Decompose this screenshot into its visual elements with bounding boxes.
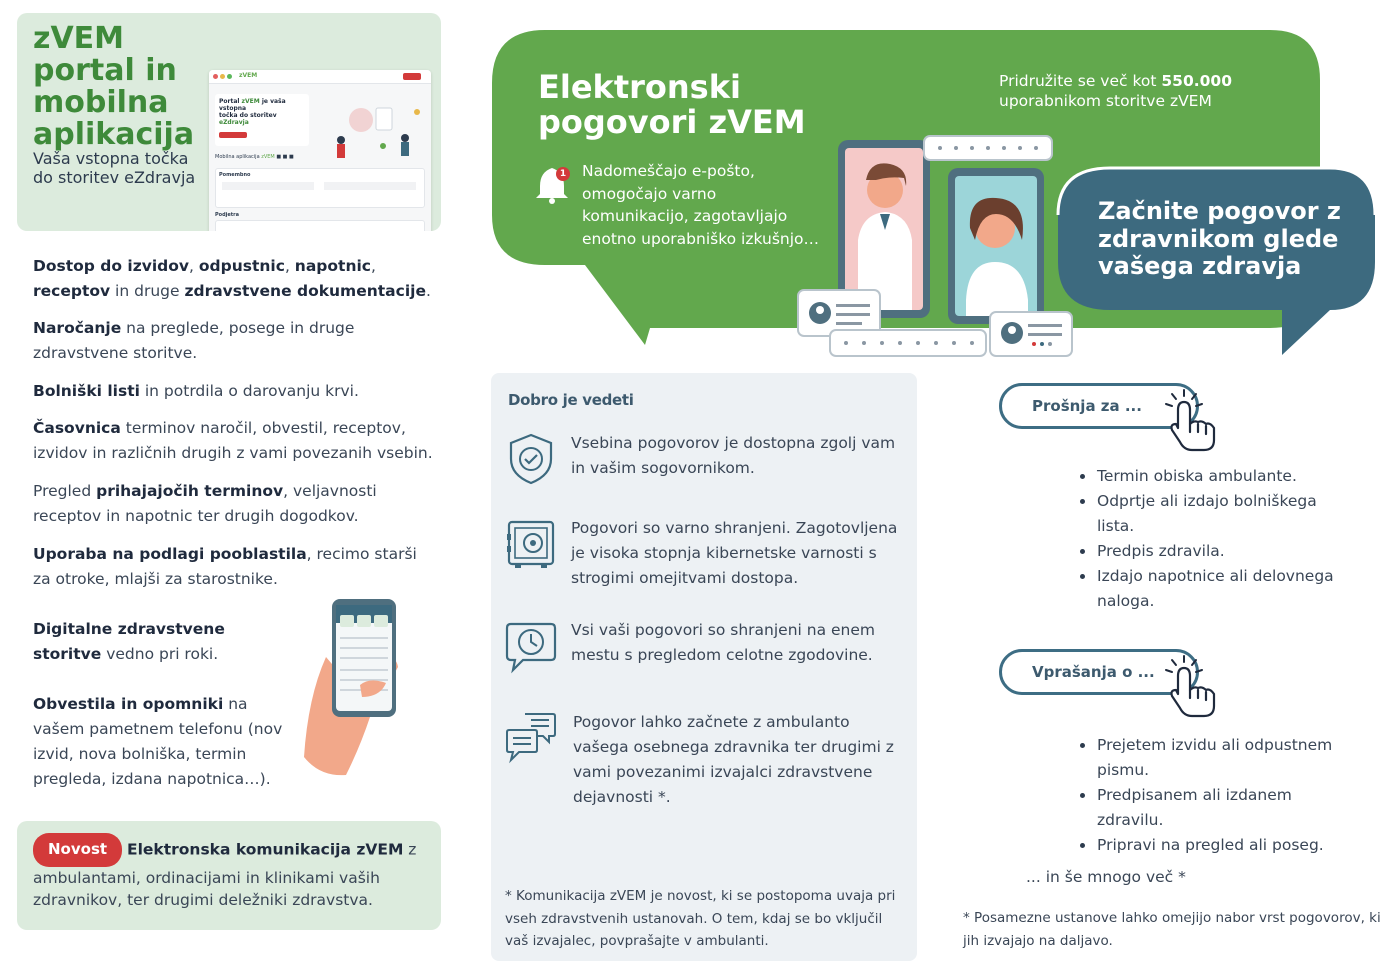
feature-bold-text: receptov: [33, 282, 111, 300]
safe-icon: [505, 516, 557, 572]
feature-item: [33, 479, 433, 529]
feature-text: .: [425, 282, 431, 300]
feature-text: ,: [189, 257, 199, 275]
novost-badge: Novost: [33, 833, 122, 867]
feature-bold-text: Obvestila in opomniki: [33, 695, 224, 713]
info-footnote: * Komunikacija zVEM je novost, ki se postopoma uvaja pri vseh zdravstvenih ustanovah. O tem, kdaj se bo vključil vaš izvajalec, povprašajte v ambulanti.: [505, 888, 896, 949]
feature-bold-text: prihajajočih terminov: [96, 482, 284, 500]
request-item: Odprtje ali izdajo bolniškega lista.: [1097, 489, 1357, 539]
info-heading: Dobro je vedeti: [508, 391, 634, 409]
hero-title: Elektronski pogovori zVEM: [538, 68, 806, 141]
info-item: Pogovori so varno shranjeni. Zagotovljena je visoka stopnja kibernetske varnosti s strogimi omejitvami dostopa.: [571, 519, 898, 587]
pointer-hand-icon: [1158, 654, 1220, 720]
request-list: [1097, 464, 1357, 614]
screenshot-logo: zVEM: [239, 72, 258, 79]
feature-item: [33, 617, 293, 667]
question-list: [1097, 733, 1357, 858]
feature-bold-text: Digitalne zdravstvene storitve: [33, 620, 225, 663]
novost-card: [17, 821, 441, 930]
feature-item: [33, 416, 433, 466]
clock-chat-icon: [505, 618, 557, 674]
novost-bold: Elektronska komunikacija zVEM: [126, 840, 404, 859]
feature-item: [33, 379, 433, 404]
bell-notification-badge: 1: [556, 167, 570, 181]
portal-subtitle: Vaša vstopna točka do storitev eZdravja: [33, 149, 196, 187]
question-item: Pripravi na pregled ali poseg.: [1097, 833, 1357, 858]
chat-bubbles-icon: [505, 710, 557, 766]
feature-bold-text: Dostop do izvidov: [33, 257, 190, 275]
hero-intro: Nadomeščajo e-pošto, omogočajo varno komunikacijo, zagotavljajo enotno uporabniško izkušnjo…: [582, 162, 820, 248]
feature-bold-text: Časovnica: [33, 419, 121, 437]
request-item: Predpis zdravila.: [1097, 539, 1357, 564]
info-item: Pogovor lahko začnete z ambulanto vašega osebnega zdravnika ter drugimi z vami povezanimi izvajalci zdravstvene dejavnosti *.: [573, 713, 894, 806]
feature-bold-text: zdravstvene dokumentacije: [184, 282, 426, 300]
pointer-hand-icon: [1158, 388, 1220, 454]
request-item: Termin obiska ambulante.: [1097, 464, 1357, 489]
portal-screenshot: zVEM Portal zVEM je vaša vstopna točka do storitev eZdravja Mobilna aplikacija zVEM ■ ■ ■ Pomembno Podjetra: [209, 70, 431, 231]
feature-bold-text: napotnic: [294, 257, 371, 275]
request-label: Prošnja za ...: [1032, 397, 1142, 415]
question-label: Vprašanja o ...: [1032, 663, 1155, 681]
feature-item: [33, 542, 433, 592]
feature-text: vedno pri roki.: [101, 645, 219, 663]
novost-text: [33, 833, 428, 911]
hero-cta: Začnite pogovor z zdravnikom glede vašega zdravja: [1098, 197, 1341, 280]
screenshot-hero: Portal zVEM je vaša vstopna točka do storitev eZdravja: [215, 94, 309, 146]
question-item: Predpisanem ali izdanem zdravilu.: [1097, 783, 1357, 833]
feature-text: na preglede, posege in druge zdravstvene storitve.: [33, 319, 355, 362]
phone-hand-illustration: [300, 597, 400, 782]
feature-text: na vašem pametnem telefonu (nov izvid, nova bolniška, termin pregleda, izdana napotnica…).: [33, 695, 283, 788]
feature-text: Pregled: [33, 482, 97, 500]
info-item: Vsi vaši pogovori so shranjeni na enem mestu s pregledom celotne zgodovine.: [571, 621, 876, 664]
join-text: Pridružite se več kot 550.000 uporabnikom storitve zVEM: [999, 72, 1232, 110]
feature-text: ,: [370, 257, 376, 275]
question-item: Prejetem izvidu ali odpustnem pismu.: [1097, 733, 1357, 783]
screenshot-panel: Pomembno: [215, 168, 425, 208]
right-footnote: * Posamezne ustanove lahko omejijo nabor vrst pogovorov, ki jih izvajajo na daljavo.: [963, 910, 1381, 949]
feature-text: , veljavnosti receptov in napotnic ter drugih dogodkov.: [33, 482, 377, 525]
feature-text: ,: [284, 257, 295, 275]
feature-text: in druge: [110, 282, 185, 300]
portal-title: zVEM portal in mobilna aplikacija: [33, 21, 195, 152]
more-text: ... in še mnogo več *: [1026, 868, 1186, 886]
shield-check-icon: [505, 431, 557, 487]
feature-text: in potrdila o darovanju krvi.: [139, 382, 359, 400]
novost-rest: z ambulantami, ordinacijami in klinikami vaših zdravnikov, ter drugimi deležniki zdravstva.: [33, 840, 417, 909]
request-item: Izdajo napotnice ali delovnega naloga.: [1097, 564, 1357, 614]
feature-bold-text: Uporaba na podlagi pooblastila: [33, 545, 307, 563]
feature-bold-text: Naročanje: [33, 319, 122, 337]
feature-item: [33, 692, 301, 792]
feature-text: terminov naročil, obvestil, receptov, izvidov in različnih drugih z vami povezanih vsebin.: [33, 419, 433, 462]
info-box: [491, 373, 917, 961]
feature-bold-text: Bolniški listi: [33, 382, 140, 400]
feature-text: , recimo starši za otroke, mlajši za starostnike.: [33, 545, 417, 588]
info-item: Vsebina pogovorov je dostopna zgolj vam in vašim sogovornikom.: [571, 434, 896, 477]
feature-bold-text: odpustnic: [198, 257, 285, 275]
